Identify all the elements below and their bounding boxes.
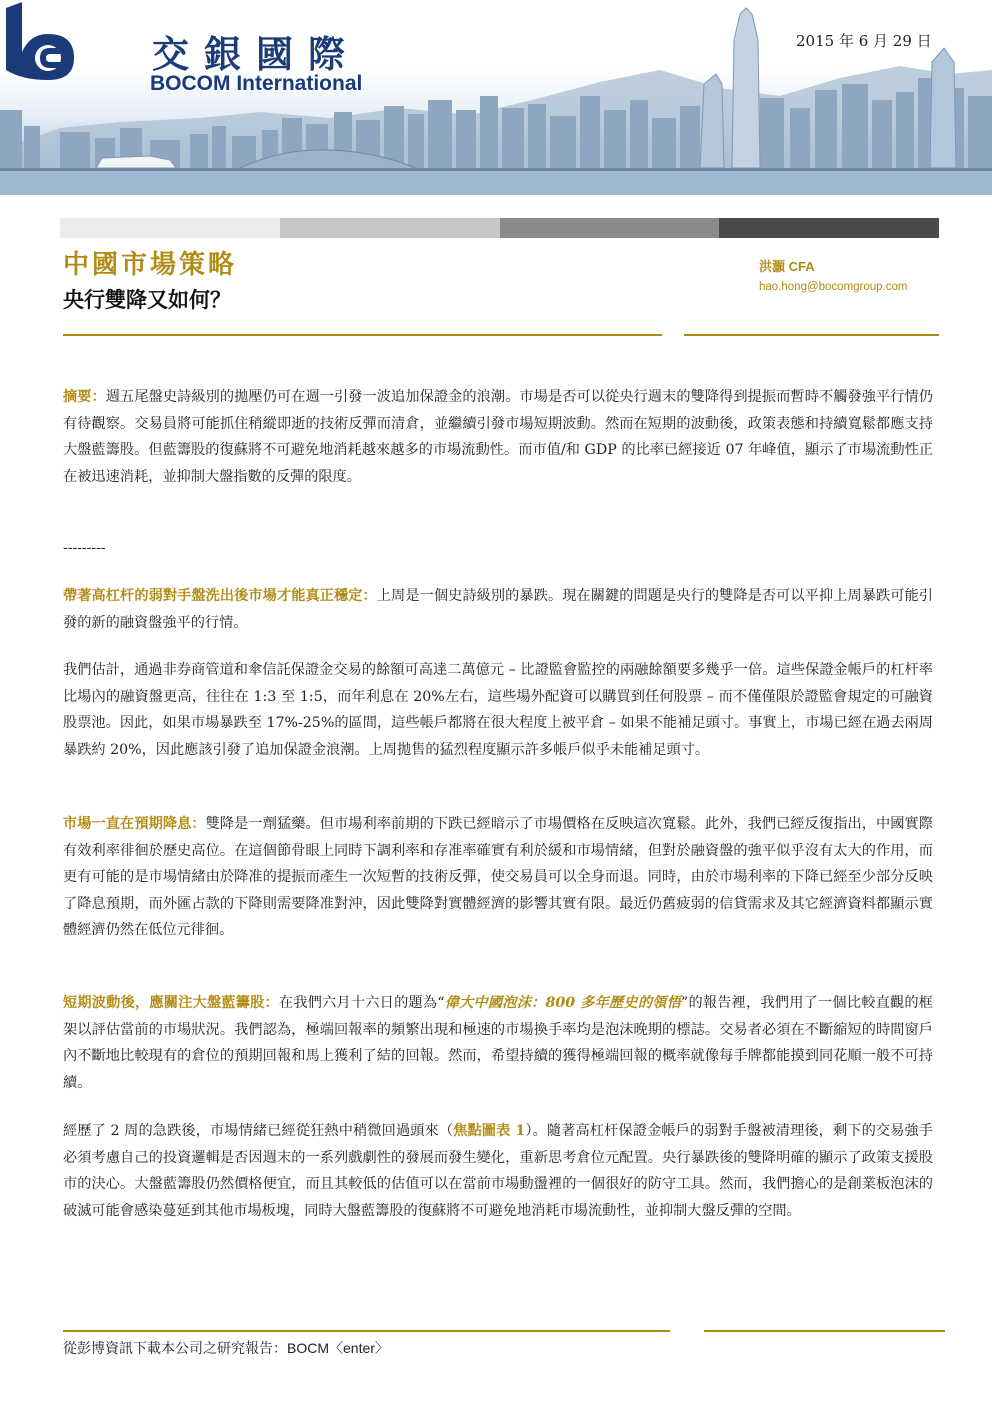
section-paragraph	[63, 583, 933, 636]
divider-bar-4	[719, 218, 939, 238]
section-text: 我們估計，通過非券商管道和傘信託保證金交易的餘額可高達二萬億元 – 比證監會監控的兩融餘額要多幾乎一倍。這些保證金帳戶的杠杆率比場內的融資盤更高，往往在 1:3 至 1:5，而年利息在 20%左右，這些場外配資可以購買到任何股票 – 而不僅僅限於證監會規定的可融資股票池。因此，如果市場暴跌至 17%-25%的區間，這些帳戶都將在很大程度上被平倉 – 如果不能補足頭寸。事實上，市場已經在過去兩周暴跌約 20%，因此應該引發了追加保證金浪潮。上周拋售的猛烈程度顯示許多帳戶似乎未能補足頭寸。	[63, 662, 933, 758]
title-rule-right	[684, 334, 939, 336]
focus-chart-reference[interactable]: 焦點圖表 1	[453, 1123, 526, 1139]
section-heading: 帶著高杠杆的弱對手盤洗出後市場才能真正穩定：	[63, 588, 377, 604]
divider-bar-2	[280, 218, 500, 238]
section-text: ）。隨著高杠杆保證金帳戶的弱對手盤被清理後，剩下的交易強手必須考慮自己的投資邏輯是否因週末的一系列戲劇性的發展而發生變化，重新思考倉位元配置。央行暴跌後的雙降明確的顯示了政策支援股市的決心。大盤藍籌股仍然價格便宜，而且其較低的估值可以在當前市場動盪裡的一個很好的防守工具。然而，我們擔心的是創業板泡沫的破滅可能會感染蔓延到其他市場板塊，同時大盤藍籌股的復蘇將不可避免地消耗市場流動性，並抑制大盤反彈的空間。	[63, 1123, 933, 1219]
report-subtitle: 央行雙降又如何？	[63, 287, 231, 312]
header-banner	[0, 0, 992, 195]
section-paragraph	[63, 1118, 933, 1224]
author-email[interactable]: hao.hong@bocomgroup.com	[759, 281, 908, 293]
bocom-logo-icon	[0, 0, 86, 82]
referenced-report-title: 偉大中國泡沫：800 多年歷史的領悟	[444, 995, 682, 1011]
author-name: 洪灝 CFA	[759, 259, 815, 274]
section-heading: 短期波動後，應關注大盤藍籌股：	[63, 995, 279, 1011]
title-rule-left	[63, 334, 662, 336]
divider-bar-1	[60, 218, 280, 238]
summary-label: 摘要：	[63, 389, 106, 405]
logo-english-name: BOCOM International	[150, 72, 363, 95]
section-paragraph	[63, 811, 933, 944]
section-text: 經歷了 2 周的急跌後，市場情緒已經從狂熱中稍微回過頭來（	[63, 1123, 454, 1139]
separator-line: ---------	[63, 540, 106, 556]
section-paragraph	[63, 990, 933, 1096]
footer-note	[63, 1338, 389, 1358]
section-text: 在我們六月十六日的題為“	[278, 995, 445, 1011]
footer-rule-right	[704, 1330, 945, 1332]
footer-text: 從彭博資訊下載本公司之研究報告：	[63, 1341, 287, 1357]
section-heading: 市場一直在預期降息：	[63, 816, 206, 832]
report-title: 中國市場策略	[63, 250, 238, 280]
summary-paragraph	[63, 384, 933, 490]
summary-text: 週五尾盤史詩級別的拋壓仍可在週一引發一波追加保證金的浪潮。市場是否可以從央行週末的雙降得到提振而暫時不觸發強平行情仍有待觀察。交易員將可能抓住稍縱即逝的技術反彈而清倉，並繼續引發市場短期波動。然而在短期的波動後，政策表態和持續寬鬆都應支持大盤藍籌股。但藍籌股的復蘇將不可避免地消耗越來越多的市場流動性。而市值/和 GDP 的比率已經接近 07 年峰值，顯示了市場流動性正在被迅速消耗，並抑制大盤指數的反彈的限度。	[63, 389, 933, 485]
section-text: 上周是一個史詩級別的暴跌。現在關鍵的問題是央行的雙降是否可以平抑上周暴跌可能引發的新的融資盤強平的行情。	[63, 588, 933, 631]
section-text: ”的報告裡，我們用了一個比較直觀的框架以評估當前的市場狀況。我們認為，極端回報率的頻繁出現和極速的市場換手率均是泡沫晚期的標誌。交易者必須在不斷縮短的時間窗戶內不斷地比較現有的倉位的預期回報和馬上獲利了結的回報。然而，希望持續的獲得極端回報的概率就像每手牌都能摸到同花順一般不可持續。	[63, 995, 933, 1091]
divider-bar-3	[500, 218, 720, 238]
section-text: 雙降是一劑猛藥。但市場利率前期的下跌已經暗示了市場價格在反映這次寬鬆。此外，我們已經反復指出，中國實際有效利率徘徊於歷史高位。在這個節骨眼上同時下調利率和存准率確實有利於緩和市場情緒，但對於融資盤的強平似乎沒有太大的作用，而更有可能的是市場情緒由於降准的提振而產生一次短暫的技術反彈，使交易員可以全身而退。同時，由於市場利率的下降已經至少部分反映了降息預期，而外匯占款的下降則需要降准對沖，因此雙降對實體經濟的影響其實有限。最近仍舊疲弱的信貸需求及其它經濟資料都顯示實體經濟仍然在低位元徘徊。	[63, 816, 933, 938]
bloomberg-code: BOCM〈enter〉	[287, 1340, 389, 1356]
footer-rule-left	[63, 1330, 670, 1332]
section-paragraph	[63, 657, 933, 763]
section-divider-bars	[60, 218, 939, 238]
report-date: 2015 年 6 月 29 日	[796, 32, 932, 50]
logo-chinese-name: 交銀國際	[152, 32, 360, 76]
